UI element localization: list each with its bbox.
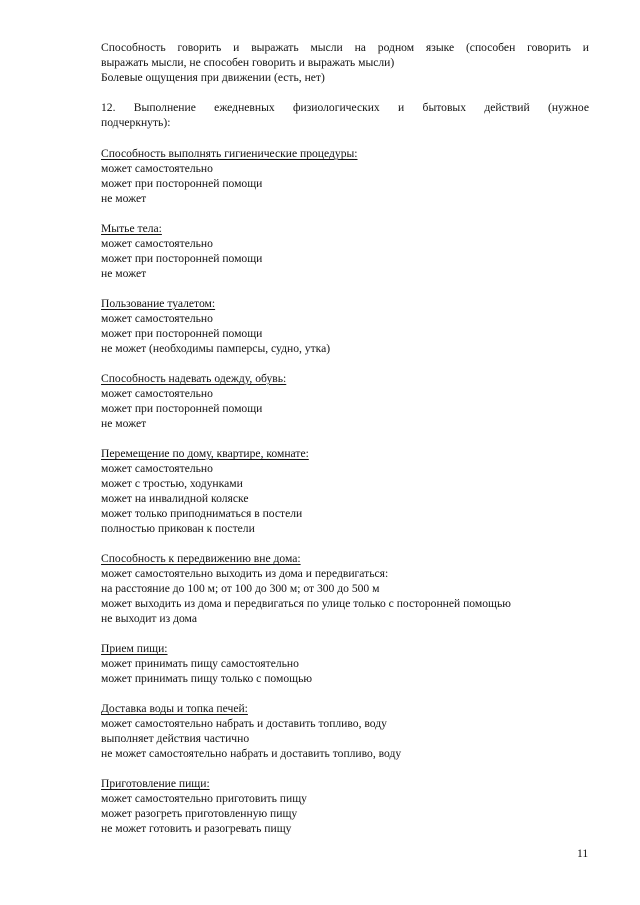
option-line: может самостоятельно [101, 162, 213, 175]
option-line: не может (необходимы памперсы, судно, утка) [101, 342, 331, 355]
option-line: может принимать пищу самостоятельно [101, 657, 299, 670]
section-heading: Пользование туалетом: [101, 297, 216, 310]
item-12-line: подчеркнуть): [101, 116, 171, 129]
section-block [101, 446, 589, 536]
section-heading: Доставка воды и топка печей: [101, 702, 248, 715]
section-block [101, 641, 589, 686]
section-block [101, 371, 589, 431]
option-line: может разогреть приготовленную пищу [101, 807, 298, 820]
option-line: может на инвалидной коляске [101, 492, 249, 505]
option-line: полностью прикован к постели [101, 522, 255, 535]
option-line: может выходить из дома и передвигаться по улице только с посторонней помощью [101, 597, 511, 610]
section-heading: Прием пищи: [101, 642, 168, 655]
item-12-line: 12. Выполнение ежедневных физиологических и бытовых действий (нужное [101, 101, 589, 114]
option-line: может при посторонней помощи [101, 252, 263, 265]
page-content [101, 40, 589, 836]
option-line: не может [101, 192, 147, 205]
intro-line: Способность говорить и выражать мысли на родном языке (способен говорить и [101, 41, 589, 54]
sections-list [101, 146, 589, 836]
section-block [101, 701, 589, 761]
option-line: может при посторонней помощи [101, 327, 263, 340]
section-heading: Способность надевать одежду, обувь: [101, 372, 287, 385]
option-line: не может самостоятельно набрать и доставить топливо, воду [101, 747, 402, 760]
intro-line: выражать мысли, не способен говорить и выражать мысли) [101, 56, 395, 69]
option-line: выполняет действия частично [101, 732, 250, 745]
section-heading: Способность к передвижению вне дома: [101, 552, 301, 565]
option-line: может самостоятельно [101, 237, 213, 250]
section-block [101, 551, 589, 626]
page-number: 11 [577, 847, 589, 860]
option-line: не может [101, 267, 147, 280]
item-12-paragraph [101, 100, 589, 130]
section-heading: Приготовление пищи: [101, 777, 210, 790]
option-line: может при посторонней помощи [101, 402, 263, 415]
option-line: может самостоятельно приготовить пищу [101, 792, 307, 805]
option-line: не может [101, 417, 147, 430]
option-line: не может готовить и разогревать пищу [101, 822, 292, 835]
option-line: не выходит из дома [101, 612, 197, 625]
option-line: может самостоятельно [101, 312, 213, 325]
option-line: может самостоятельно [101, 462, 213, 475]
option-line: может при посторонней помощи [101, 177, 263, 190]
option-line: может самостоятельно выходить из дома и передвигаться: [101, 567, 389, 580]
section-heading: Перемещение по дому, квартире, комнате: [101, 447, 309, 460]
section-block [101, 146, 589, 206]
intro-block [101, 40, 589, 85]
option-line: может с тростью, ходунками [101, 477, 243, 490]
section-heading: Способность выполнять гигиенические процедуры: [101, 147, 358, 160]
option-line: может принимать пищу только с помощью [101, 672, 313, 685]
section-heading: Мытье тела: [101, 222, 162, 235]
intro-line: Болевые ощущения при движении (есть, нет) [101, 71, 325, 84]
section-block [101, 776, 589, 836]
section-block [101, 296, 589, 356]
section-block [101, 221, 589, 281]
option-line: может самостоятельно [101, 387, 213, 400]
option-line: может только приподниматься в постели [101, 507, 303, 520]
option-line: на расстояние до 100 м; от 100 до 300 м; от 300 до 500 м [101, 582, 380, 595]
option-line: может самостоятельно набрать и доставить топливо, воду [101, 717, 387, 730]
